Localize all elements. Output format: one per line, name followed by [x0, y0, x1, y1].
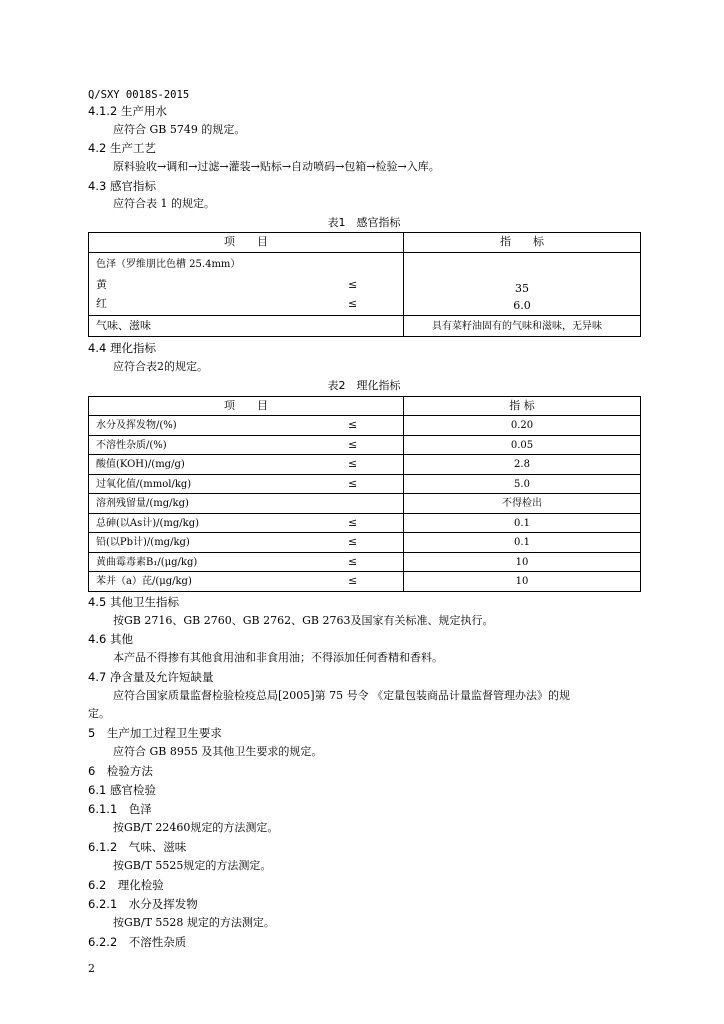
text-4-4: 应符合表2的规定。 [113, 360, 208, 373]
text-6-1-2: 按GB/T 5525规定的方法测定。 [113, 859, 272, 872]
table2-row-value: 2.8 [514, 459, 530, 470]
heading-4-2: 4.2 生产工艺 [88, 141, 156, 155]
table2-row-op: ≤ [348, 516, 358, 529]
heading-4-5: 4.5 其他卫生指标 [88, 595, 179, 609]
table1-yellow-value: 35 [515, 282, 529, 295]
table2-row-item: 铅(以Pb计)/(mg/kg) [96, 537, 190, 548]
text-6-2-1: 按GB/T 5528 规定的方法测定。 [113, 916, 275, 929]
table2-row-item: 黄曲霉毒素B₁/(μg/kg) [96, 557, 198, 568]
document-code: Q/SXY 0018S-2015 [88, 89, 190, 101]
table2-row-item: 酸值(KOH)/(mg/g) [96, 459, 185, 470]
heading-6-2-1: 6.2.1 水分及挥发物 [88, 897, 198, 911]
table1-yellow-op: ≤ [348, 278, 358, 291]
heading-6-1-2: 6.1.2 气味、滋味 [88, 840, 187, 854]
table2-row-value: 5.0 [514, 479, 530, 490]
table2-row-value: 0.1 [514, 537, 530, 548]
table1-caption: 表1 感官指标 [327, 216, 401, 229]
table2-row-op: ≤ [348, 457, 358, 470]
heading-4-7: 4.7 净含量及允许短缺量 [88, 670, 214, 684]
table1-color-label: 色泽（罗维朋比色槽 25.4mm） [96, 259, 241, 270]
heading-4-6: 4.6 其他 [88, 632, 133, 646]
table2-row-op: ≤ [348, 438, 358, 451]
table2-row-item: 总砷(以As计)/(mg/kg) [96, 518, 200, 529]
table1-odor-value: 具有菜籽油固有的气味和滋味，无异味 [432, 321, 602, 332]
table1-odor-label: 气味、滋味 [96, 319, 151, 332]
table2-row-value: 10 [515, 557, 529, 568]
page-number: 2 [88, 962, 95, 975]
text-4-1-2: 应符合 GB 5749 的规定。 [113, 123, 246, 136]
table2-row-item: 过氧化值/(mmol/kg) [96, 479, 192, 490]
table1-red-value: 6.0 [513, 299, 531, 312]
heading-5: 5 生产加工过程卫生要求 [88, 726, 222, 740]
text-4-7-line1: 应符合国家质量监督检验检疫总局[2005]第 75 号令 《定量包装商品计量监督管理办法》的规 [113, 689, 571, 702]
heading-4-1-2: 4.1.2 生产用水 [88, 104, 167, 118]
table2-row-value: 0.20 [510, 420, 534, 431]
table1-header-index: 指 标 [500, 235, 544, 248]
table2-row-op: ≤ [348, 477, 358, 490]
table2-row-value: 0.1 [514, 518, 530, 529]
table2-row-op: ≤ [348, 555, 358, 568]
text-4-5: 按GB 2716、GB 2760、GB 2762、GB 2763及国家有关标准、规定执行。 [113, 614, 494, 627]
text-4-6: 本产品不得掺有其他食用油和非食用油；不得添加任何香精和香料。 [113, 651, 443, 664]
heading-6-2-2: 6.2.2 不溶性杂质 [88, 935, 187, 949]
text-5: 应符合 GB 8955 及其他卫生要求的规定。 [113, 745, 323, 758]
table2-row-value: 0.05 [510, 440, 534, 451]
table2-row-op: ≤ [348, 418, 358, 431]
heading-4-4: 4.4 理化指标 [88, 341, 156, 355]
table2-header-item: 项 目 [224, 399, 268, 412]
text-4-3: 应符合表 1 的规定。 [113, 197, 215, 210]
table1-red-op: ≤ [348, 297, 358, 310]
table2-row-item: 溶剂残留量/(mg/kg) [96, 498, 189, 509]
text-4-7-line2: 定。 [88, 707, 110, 720]
table2-row-item: 水分及挥发物/(%) [96, 420, 177, 431]
table2-row-value: 10 [515, 576, 529, 587]
table2-header-index: 指 标 [509, 399, 535, 412]
table2-caption: 表2 理化指标 [327, 379, 401, 392]
table1-yellow-label: 黄 [96, 278, 107, 291]
heading-6-1: 6.1 感官检验 [88, 783, 156, 797]
table1-header-item: 项 目 [224, 235, 268, 248]
table2-row-item: 苯并（a）芘/(μg/kg) [96, 576, 192, 587]
table1-red-label: 红 [96, 297, 107, 310]
table2-row-op: ≤ [348, 574, 358, 587]
heading-6-1-1: 6.1.1 色泽 [88, 802, 152, 816]
table2-row-op: ≤ [348, 535, 358, 548]
heading-6: 6 检验方法 [88, 764, 153, 778]
table2-row-value: 不得检出 [502, 498, 542, 509]
text-4-2: 原料验收→调和→过滤→灌装→贴标→自动喷码→包箱→检验→入库。 [113, 160, 440, 173]
text-6-1-1: 按GB/T 22460规定的方法测定。 [113, 821, 279, 834]
heading-4-3: 4.3 感官指标 [88, 179, 156, 193]
heading-6-2: 6.2 理化检验 [88, 878, 164, 892]
table2-row-item: 不溶性杂质/(%) [96, 440, 167, 451]
